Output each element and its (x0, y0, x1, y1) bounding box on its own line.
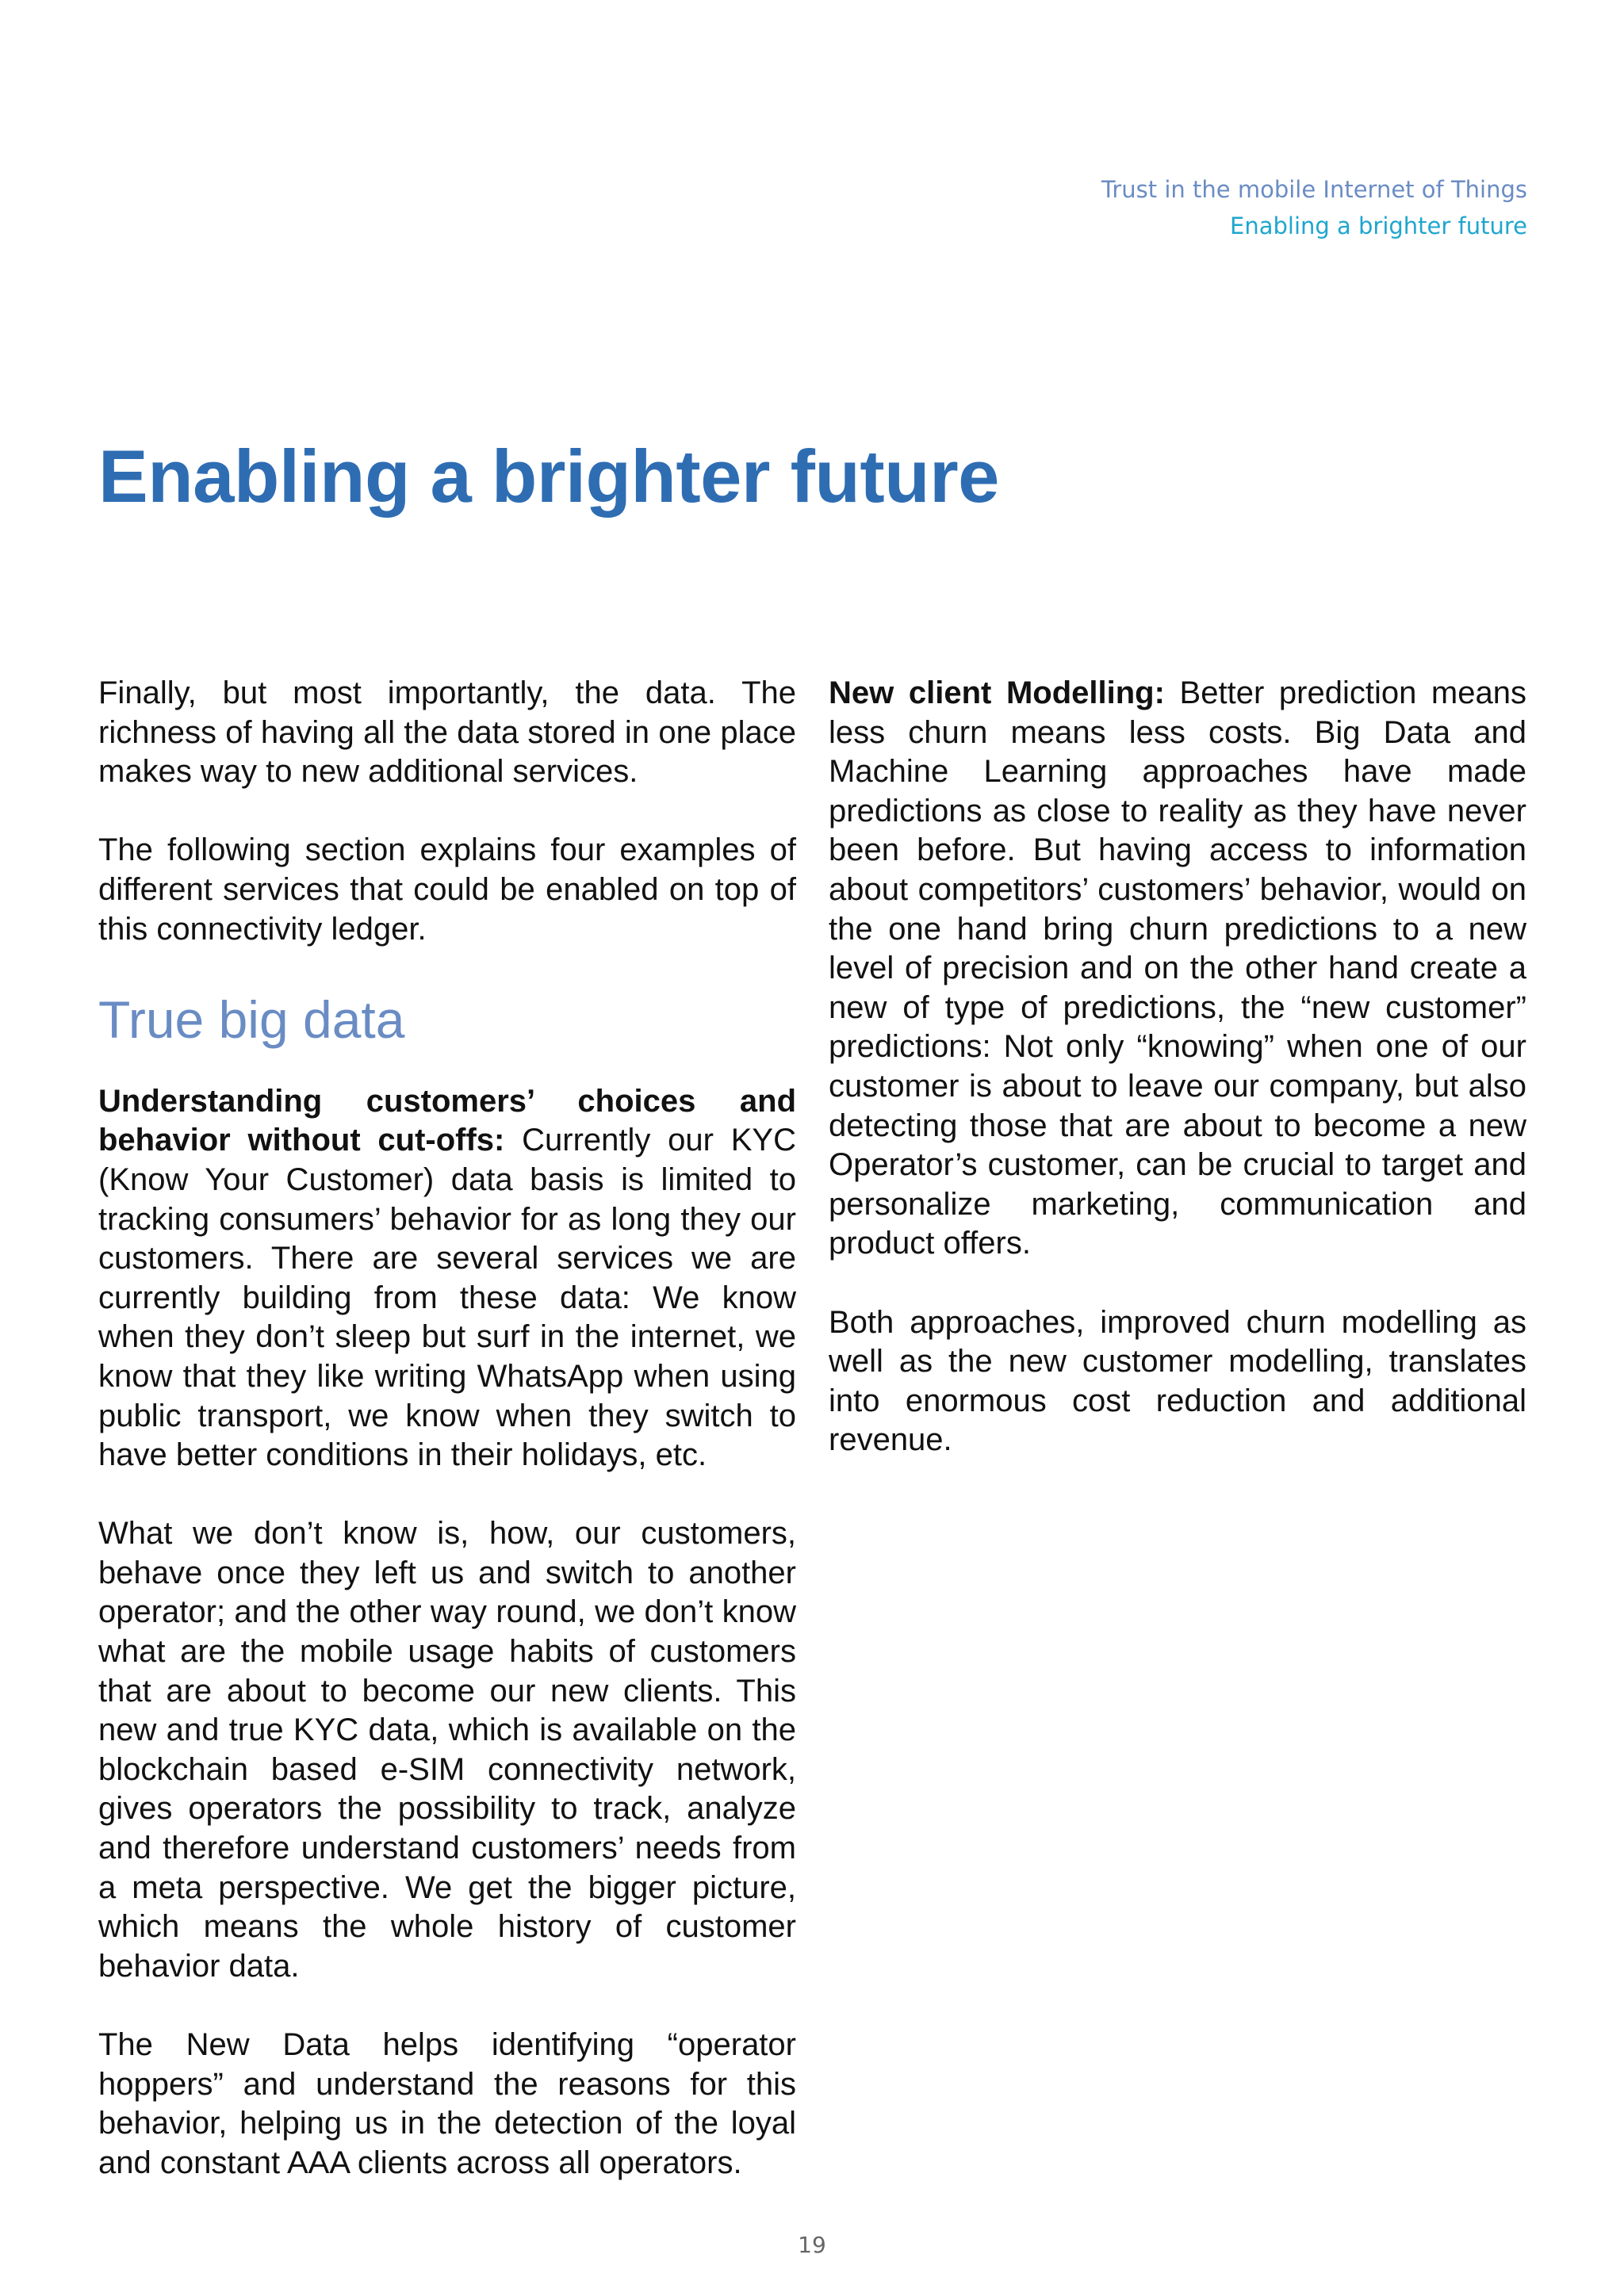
examples-intro-paragraph: The following section explains four examples of different services that could be enabled on top of this connectivity ledger. (98, 832, 796, 947)
running-header (814, 171, 1527, 244)
running-header-chapter-title: Enabling a brighter future (1230, 212, 1527, 239)
running-header-document-title: Trust in the mobile Internet of Things (1101, 176, 1527, 203)
unknown-behavior-paragraph: What we don’t know is, how, our customers, behave once they left us and switch to another operator; and the other way round, we don’t know what are the mobile usage habits of customers that are about to become our new clients. This new and true KYC data, which is available on the blockchain based e-SIM connectivity network, gives operators the possibility to track, analyze and therefore understand customers’ needs from a meta perspective. We get the bigger picture, which means the whole history of customer behavior data. (98, 1516, 796, 1984)
new-client-modelling-paragraph (829, 674, 1526, 1264)
kyc-lead-in: Understanding customers’ choices and behavior without cut-offs: (98, 1083, 796, 1158)
right-column (829, 674, 1526, 1460)
new-client-modelling-lead-in: New client Modelling: (829, 675, 1165, 710)
page-title: Enabling a brighter future (98, 434, 999, 518)
kyc-paragraph (98, 1082, 796, 1475)
section-heading-true-big-data: True big data (98, 989, 405, 1049)
new-client-modelling-body: Better prediction means less churn means less costs. Big Data and Machine Learning approaches have made predictions as close to reality as they have never been before. But having access to information about competitors’ customers’ behavior, would on the one hand bring churn predictions to a new level of precision and on the other hand create a new of type of predictions, the “new customer” predictions: Not only “knowing” when one of our customer is about to leave our company, but also detecting those that are about to become a new Operator’s customer, can be crucial to target and personalize marketing, communication and product offers. (829, 675, 1526, 1261)
page-number: 19 (798, 2232, 826, 2258)
operator-hoppers-paragraph: The New Data helps identifying “operator hoppers” and understand the reasons for this behavior, helping us in the detection of the loyal and constant AAA clients across all operators. (98, 2027, 796, 2180)
left-column (98, 674, 796, 2183)
kyc-body: Currently our KYC (Know Your Customer) data basis is limited to tracking consumers’ behavior for as long they our customers. There are several services we are currently building from these data: We know when they don’t sleep but surf in the internet, we know that they like writing WhatsApp when using public transport, we know when they switch to have better conditions in their holidays, etc. (98, 1123, 796, 1473)
both-approaches-paragraph: Both approaches, improved churn modelling as well as the new customer modelling, translates into enormous cost reduction and additional revenue. (829, 1304, 1526, 1458)
intro-paragraph: Finally, but most importantly, the data. The richness of having all the data stored in one place makes way to new additional services. (98, 675, 796, 790)
